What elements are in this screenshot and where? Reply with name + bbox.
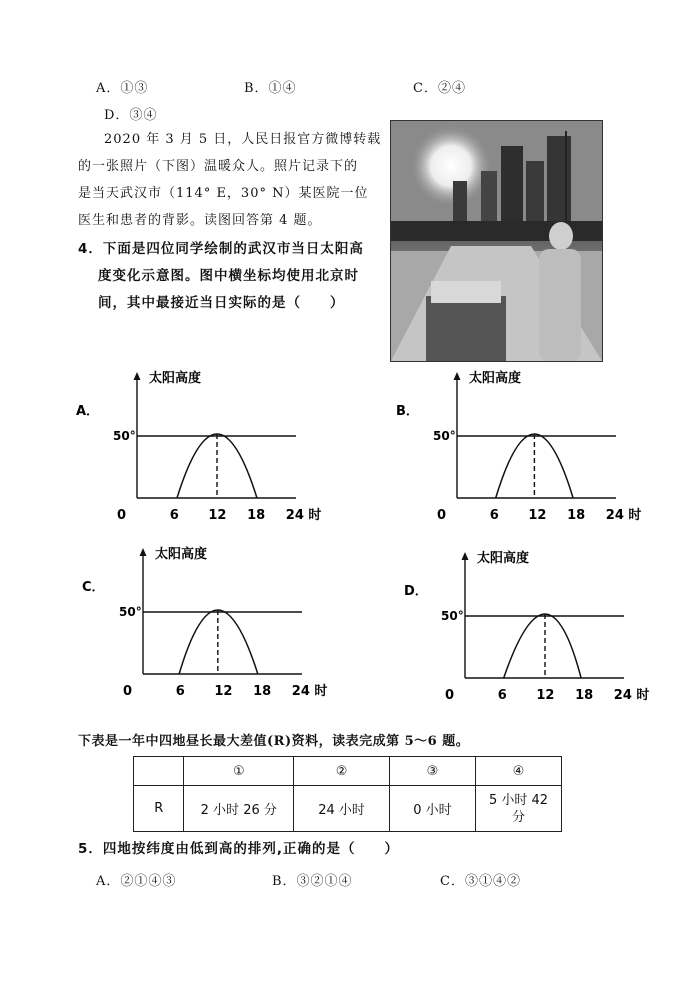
x-tick-label: 6 <box>497 688 507 703</box>
graph-option-label: D． <box>404 584 428 599</box>
x-tick-label: 18 <box>247 508 266 523</box>
x-tick-label: 18 <box>567 508 586 523</box>
y-axis-arrow <box>462 552 469 560</box>
table-intro: 下表是一年中四地昼长最大差值(R)资料，读表完成第 5～6 题。 <box>78 734 470 749</box>
graph-option-label: A． <box>76 404 100 419</box>
x-tick-label: 0 <box>437 508 447 523</box>
graph-d <box>404 550 649 703</box>
table-header-cell: ③ <box>389 757 475 786</box>
table-row-label: R <box>134 786 184 832</box>
x-tick-label: 0 <box>445 688 455 703</box>
x-tick-label: 24 时 <box>605 508 642 523</box>
table-header-cell: ② <box>294 757 390 786</box>
q4-line-1: 4．下面是四位同学绘制的武汉市当日太阳高 <box>78 241 364 257</box>
q5-text: 5．四地按纬度由低到高的排列,正确的是（ ） <box>78 841 400 857</box>
y-axis-arrow <box>134 372 141 380</box>
table-cell: 5 小时 42 分 <box>475 786 561 832</box>
reference-label: 50° <box>441 609 464 623</box>
y-axis-label: 太阳高度 <box>149 371 202 386</box>
option-c: C．②④ <box>413 81 466 96</box>
intro-line-1: 2020 年 3 月 5 日，人民日报官方微博转载 <box>104 132 382 147</box>
table-header-cell <box>134 757 184 786</box>
intro-line-2: 的一张照片（下图）温暖众人。照片记录下的 <box>78 159 359 174</box>
x-tick-label: 0 <box>123 684 133 699</box>
q5-option-a: A．②①④③ <box>96 874 177 889</box>
y-axis-arrow <box>454 372 461 380</box>
y-axis-arrow <box>140 548 147 556</box>
intro-line-4: 医生和患者的背影。读图回答第 4 题。 <box>78 213 322 228</box>
table-cell: 0 小时 <box>389 786 475 832</box>
table-header-row <box>134 757 562 786</box>
option-a: A．①③ <box>96 81 149 96</box>
option-b: B．①④ <box>244 81 297 96</box>
graph-c <box>82 546 327 699</box>
graph-option-label: B． <box>396 404 419 419</box>
photo-illustration <box>391 121 602 361</box>
daylength-table <box>133 756 562 832</box>
x-tick-label: 18 <box>575 688 594 703</box>
table-cell: 24 小时 <box>294 786 390 832</box>
reference-label: 50° <box>119 605 142 619</box>
x-tick-label: 18 <box>253 684 272 699</box>
sun-altitude-graphs <box>60 360 680 710</box>
x-tick-label: 24 时 <box>285 508 322 523</box>
q4-line-3: 间，其中最接近当日实际的是（ ） <box>98 295 345 311</box>
x-tick-label: 12 <box>214 684 233 699</box>
hospital-photo <box>390 120 603 362</box>
table-header-cell: ① <box>184 757 294 786</box>
x-tick-label: 24 时 <box>613 688 650 703</box>
table-header-cell: ④ <box>475 757 561 786</box>
y-axis-label: 太阳高度 <box>477 551 530 566</box>
graph-a <box>76 370 321 523</box>
y-axis-label: 太阳高度 <box>155 547 208 562</box>
x-tick-label: 12 <box>528 508 547 523</box>
y-axis-label: 太阳高度 <box>469 371 522 386</box>
intro-line-3: 是当天武汉市（114° E，30° N）某医院一位 <box>78 186 369 201</box>
option-d: D．③④ <box>104 108 158 123</box>
reference-label: 50° <box>433 429 456 443</box>
table-cell: 2 小时 26 分 <box>184 786 294 832</box>
q4-line-2: 度变化示意图。图中横坐标均使用北京时 <box>98 268 359 284</box>
reference-label: 50° <box>113 429 136 443</box>
sun-altitude-curve <box>504 614 581 678</box>
x-tick-label: 24 时 <box>291 684 328 699</box>
x-tick-label: 6 <box>169 508 179 523</box>
table-row <box>134 786 562 832</box>
q5-option-c: C．③①④② <box>440 874 521 889</box>
q5-option-b: B．③②①④ <box>272 874 353 889</box>
x-tick-label: 12 <box>536 688 555 703</box>
graph-b <box>396 370 641 523</box>
x-tick-label: 6 <box>175 684 185 699</box>
x-tick-label: 12 <box>208 508 227 523</box>
graph-option-label: C． <box>82 580 105 595</box>
x-tick-label: 6 <box>489 508 499 523</box>
x-tick-label: 0 <box>117 508 127 523</box>
